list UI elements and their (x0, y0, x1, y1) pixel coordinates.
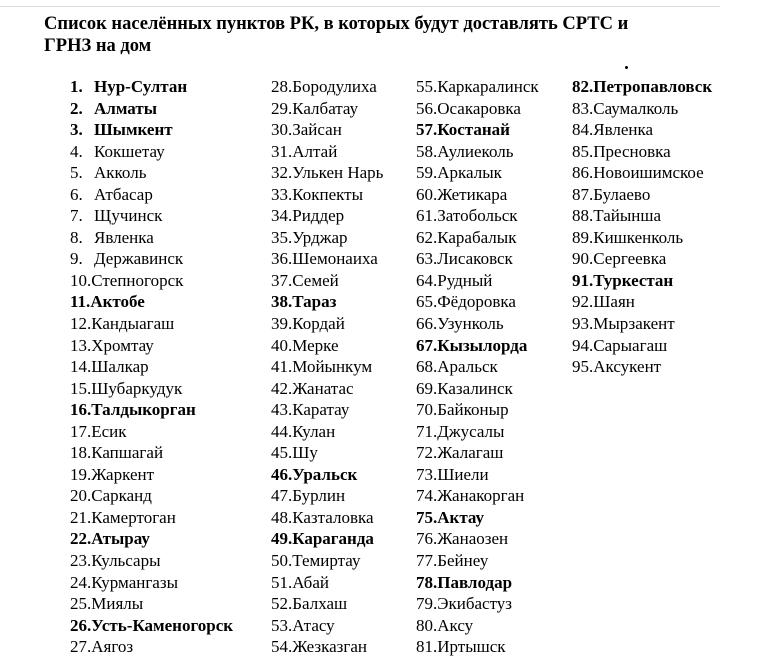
settlement-number: 72. (416, 443, 438, 463)
settlement-number: 41. (271, 357, 293, 377)
settlement-number: 81. (416, 637, 438, 657)
settlement-name: Акколь (94, 163, 147, 183)
settlement-number: 71. (416, 421, 438, 441)
settlement-name: Шубаркудук (91, 378, 183, 398)
settlement-list-item (271, 76, 383, 98)
settlement-number: 88. (572, 206, 594, 226)
settlement-list-item (271, 485, 383, 507)
settlement-list-item (416, 184, 539, 206)
settlement-list-item (271, 572, 383, 594)
settlement-number: 5. (70, 163, 83, 183)
settlement-list-item (572, 119, 712, 141)
settlement-name: Казалинск (437, 378, 513, 398)
settlement-name: Новоишимское (593, 163, 704, 183)
settlement-number: 62. (416, 227, 438, 247)
settlement-name: Аулиеколь (437, 141, 514, 161)
settlement-name: Кокшетау (94, 141, 165, 161)
settlement-name: Рудный (437, 270, 493, 290)
settlement-number: 50. (271, 551, 293, 571)
settlement-name: Талдыкорган (91, 400, 196, 420)
settlement-list-item (271, 335, 383, 357)
settlement-name: Жалагаш (437, 443, 504, 463)
settlement-number: 24. (70, 572, 92, 592)
settlement-name: Иртышск (437, 637, 506, 657)
settlement-name: Державинск (94, 249, 184, 269)
document-title (44, 13, 684, 57)
settlement-list-item (416, 98, 539, 120)
settlement-number: 25. (70, 594, 92, 614)
settlement-number: 14. (70, 357, 92, 377)
settlement-number: 45. (271, 443, 293, 463)
settlement-name: Костанай (437, 120, 510, 140)
settlement-name: Атырау (91, 529, 150, 549)
settlement-number: 28. (271, 77, 293, 96)
settlement-number: 3. (70, 120, 83, 140)
settlement-number: 84. (572, 120, 594, 140)
settlement-number: 15. (70, 378, 92, 398)
settlement-name: Шымкент (94, 120, 173, 140)
settlement-name: Затобольск (437, 206, 518, 226)
settlement-list-item (70, 270, 233, 292)
settlement-list-item (70, 378, 233, 400)
settlement-name: Казталовка (292, 507, 374, 527)
settlement-list-item (416, 528, 539, 550)
settlement-name: Зайсан (292, 120, 342, 140)
settlement-name: Аксукент (593, 357, 662, 377)
settlement-list-item (416, 141, 539, 163)
settlement-number: 31. (271, 141, 293, 161)
settlement-list-item (271, 119, 383, 141)
settlement-list-item (416, 270, 539, 292)
settlement-name: Камертоган (91, 507, 176, 527)
settlement-name: Явленка (94, 227, 154, 247)
settlement-list-item (572, 313, 712, 335)
settlement-number: 61. (416, 206, 438, 226)
settlement-number: 21. (70, 507, 92, 527)
settlement-number: 29. (271, 98, 293, 118)
settlement-number: 54. (271, 637, 293, 657)
settlement-name: Урджар (292, 227, 348, 247)
settlement-list-item (271, 356, 383, 378)
settlement-number: 89. (572, 227, 594, 247)
settlement-list-item (416, 464, 539, 486)
settlement-list-item (70, 248, 233, 270)
settlement-list-item (572, 76, 712, 98)
settlement-list-item (271, 550, 383, 572)
settlement-number: 8. (70, 227, 83, 247)
settlement-number: 86. (572, 163, 594, 183)
settlement-name: Шаян (593, 292, 635, 312)
settlement-list-item (70, 227, 233, 249)
settlement-number: 42. (271, 378, 293, 398)
settlement-number: 68. (416, 357, 438, 377)
settlement-number: 22. (70, 529, 92, 549)
settlement-number: 73. (416, 464, 438, 484)
settlement-list-item (271, 313, 383, 335)
settlement-name: Аксу (437, 615, 474, 635)
settlement-list-item (416, 615, 539, 637)
settlement-name: Жанатас (292, 378, 354, 398)
settlement-number: 6. (70, 184, 83, 204)
settlement-name: Тараз (292, 292, 337, 312)
settlement-number: 65. (416, 292, 438, 312)
settlement-number: 16. (70, 400, 92, 420)
settlement-list-item (271, 141, 383, 163)
settlement-name: Кульсары (91, 551, 161, 571)
settlement-name: Кокпекты (292, 184, 364, 204)
settlement-name: Темиртау (292, 551, 361, 571)
settlement-name: Шалкар (91, 357, 149, 377)
settlement-list-item (70, 615, 233, 637)
settlement-number: 53. (271, 615, 293, 635)
title-line-2: ГРНЗ на дом (44, 36, 152, 56)
settlement-name: Каркаралинск (437, 77, 539, 96)
settlement-list-item (572, 98, 712, 120)
settlement-name: Аральск (437, 357, 498, 377)
settlement-list-item (70, 572, 233, 594)
settlement-number: 18. (70, 443, 92, 463)
settlement-number: 44. (271, 421, 293, 441)
settlement-name: Щучинск (94, 206, 163, 226)
settlement-number: 82. (572, 77, 594, 96)
settlement-name: Туркестан (593, 270, 674, 290)
settlement-number: 9. (70, 249, 83, 269)
settlement-name: Пресновка (593, 141, 671, 161)
settlement-list-item (416, 442, 539, 464)
settlement-name: Бурлин (292, 486, 346, 506)
settlement-name: Караганда (292, 529, 374, 549)
settlement-number: 58. (416, 141, 438, 161)
settlement-name: Усть-Каменогорск (91, 615, 234, 635)
settlement-name: Капшагай (91, 443, 164, 463)
settlement-list-item (70, 76, 233, 98)
settlement-number: 63. (416, 249, 438, 269)
settlement-list-item (572, 335, 712, 357)
settlement-number: 19. (70, 464, 92, 484)
settlement-number: 13. (70, 335, 92, 355)
settlement-list-item (271, 507, 383, 529)
settlement-number: 43. (271, 400, 293, 420)
settlements-column-2 (271, 76, 383, 658)
settlement-list-item (416, 572, 539, 594)
settlement-list-item (416, 378, 539, 400)
settlement-list-item (271, 270, 383, 292)
settlement-number: 55. (416, 77, 438, 96)
settlement-number: 10. (70, 270, 92, 290)
settlement-name: Актау (437, 507, 485, 527)
settlements-column-3 (416, 76, 539, 658)
settlement-list-item (271, 593, 383, 615)
settlement-list-item (572, 205, 712, 227)
settlement-name: Бородулиха (292, 77, 377, 96)
settlement-name: Бейнеу (437, 551, 489, 571)
settlement-list-item (271, 248, 383, 270)
settlement-name: Кордай (292, 314, 345, 334)
settlement-number: 60. (416, 184, 438, 204)
settlement-name: Шиели (437, 464, 489, 484)
settlement-name: Мырзакент (593, 314, 675, 334)
settlement-name: Аркалык (437, 163, 502, 183)
settlement-list-item (416, 550, 539, 572)
settlement-list-item (70, 184, 233, 206)
settlement-name: Жаркент (91, 464, 155, 484)
settlement-number: 39. (271, 314, 293, 334)
settlement-list-item (416, 291, 539, 313)
settlement-number: 83. (572, 98, 594, 118)
settlement-name: Степногорск (91, 270, 184, 290)
settlement-list-item (70, 313, 233, 335)
settlement-list-item (271, 636, 383, 658)
settlement-number: 48. (271, 507, 293, 527)
settlement-list-item (271, 464, 383, 486)
settlement-number: 85. (572, 141, 594, 161)
settlement-name: Абай (292, 572, 329, 592)
settlement-name: Жанакорган (437, 486, 525, 506)
settlement-name: Атасу (292, 615, 335, 635)
settlement-name: Лисаковск (437, 249, 513, 269)
settlement-name: Аягоз (91, 637, 134, 657)
settlement-list-item (70, 162, 233, 184)
settlement-number: 64. (416, 270, 438, 290)
settlement-list-item (416, 485, 539, 507)
settlement-list-item (416, 335, 539, 357)
settlement-list-item (271, 227, 383, 249)
settlement-name: Саумалколь (593, 98, 679, 118)
settlement-number: 75. (416, 507, 438, 527)
settlement-number: 23. (70, 551, 92, 571)
settlement-list-item (70, 528, 233, 550)
settlement-number: 17. (70, 421, 92, 441)
settlement-name: Миялы (91, 594, 144, 614)
settlement-list-item (70, 550, 233, 572)
settlement-list-item (70, 442, 233, 464)
settlement-number: 93. (572, 314, 594, 334)
settlement-list-item (70, 421, 233, 443)
settlement-list-item (271, 399, 383, 421)
settlement-list-item (416, 205, 539, 227)
settlement-number: 91. (572, 270, 594, 290)
settlement-list-item (416, 248, 539, 270)
settlement-list-item (572, 248, 712, 270)
settlement-name: Мерке (292, 335, 339, 355)
settlement-number: 7. (70, 206, 83, 226)
settlement-name: Кулан (292, 421, 336, 441)
settlement-name: Есик (91, 421, 127, 441)
settlements-column-1 (70, 76, 233, 658)
settlement-list-item (70, 98, 233, 120)
settlement-list-item (271, 615, 383, 637)
settlement-name: Курмангазы (91, 572, 178, 592)
settlement-list-item (271, 421, 383, 443)
settlement-name: Жезказган (292, 637, 367, 657)
settlement-name: Актобе (90, 292, 145, 312)
settlement-list-item (70, 464, 233, 486)
settlement-number: 92. (572, 292, 594, 312)
settlement-number: 80. (416, 615, 438, 635)
settlement-name: Кызылорда (437, 335, 528, 355)
settlement-name: Балхаш (292, 594, 348, 614)
settlement-number: 40. (271, 335, 293, 355)
settlement-name: Сарканд (91, 486, 152, 506)
settlement-list-item (271, 528, 383, 550)
settlement-name: Байконыр (437, 400, 509, 420)
settlement-number: 69. (416, 378, 438, 398)
settlement-name: Улькен Нарь (292, 163, 384, 183)
settlement-list-item (70, 356, 233, 378)
settlement-list-item (70, 291, 233, 313)
settlement-list-item (271, 98, 383, 120)
settlement-name: Атбасар (94, 184, 153, 204)
settlement-number: 59. (416, 163, 438, 183)
settlement-number: 36. (271, 249, 293, 269)
settlement-list-item (572, 141, 712, 163)
settlement-number: 70. (416, 400, 438, 420)
settlement-name: Алматы (94, 98, 157, 118)
settlement-list-item (271, 442, 383, 464)
settlement-name: Каратау (292, 400, 350, 420)
settlement-number: 78. (416, 572, 438, 592)
settlement-name: Уральск (292, 464, 358, 484)
settlement-name: Павлодар (437, 572, 513, 592)
settlement-name: Шемонаиха (292, 249, 378, 269)
settlement-list-item (70, 507, 233, 529)
settlement-list-item (572, 356, 712, 378)
settlement-name: Нур-Султан (94, 77, 188, 96)
settlement-number: 56. (416, 98, 438, 118)
settlement-number: 76. (416, 529, 438, 549)
settlement-name: Мойынкум (292, 357, 373, 377)
settlement-list-item (271, 378, 383, 400)
settlement-number: 67. (416, 335, 438, 355)
settlement-name: Джусалы (437, 421, 505, 441)
settlement-number: 4. (70, 141, 83, 161)
settlement-list-item (271, 291, 383, 313)
settlement-list-item (416, 76, 539, 98)
settlement-name: Семей (292, 270, 339, 290)
settlement-list-item (416, 356, 539, 378)
settlement-name: Сергеевка (593, 249, 667, 269)
settlement-name: Риддер (292, 206, 345, 226)
settlement-list-item (70, 399, 233, 421)
settlement-list-item (416, 421, 539, 443)
settlement-number: 33. (271, 184, 293, 204)
settlement-number: 52. (271, 594, 293, 614)
settlement-number: 12. (70, 314, 92, 334)
settlement-name: Алтай (292, 141, 338, 161)
title-line-1: Список населённых пунктов РК, в которых будут доставлять СРТС и (44, 14, 629, 34)
settlement-list-item (70, 636, 233, 658)
settlement-name: Жанаозен (437, 529, 509, 549)
page-top-divider (0, 6, 720, 7)
settlement-number: 38. (271, 292, 293, 312)
settlement-number: 34. (271, 206, 293, 226)
settlement-list-item (416, 593, 539, 615)
settlement-number: 74. (416, 486, 438, 506)
settlement-name: Узунколь (437, 314, 504, 334)
settlement-list-item (70, 141, 233, 163)
settlement-number: 77. (416, 551, 438, 571)
settlement-number: 2. (70, 98, 83, 118)
settlement-list-item (271, 162, 383, 184)
settlement-list-item (70, 205, 233, 227)
settlement-number: 95. (572, 357, 594, 377)
settlement-number: 57. (416, 120, 438, 140)
settlement-name: Шу (292, 443, 318, 463)
settlement-list-item (271, 205, 383, 227)
settlement-name: Фёдоровка (437, 292, 516, 312)
settlement-list-item (416, 313, 539, 335)
settlement-list-item (572, 162, 712, 184)
settlement-name: Хромтау (91, 335, 154, 355)
settlement-number: 90. (572, 249, 594, 269)
settlement-number: 26. (70, 615, 92, 635)
settlement-number: 37. (271, 270, 293, 290)
settlement-name: Карабалык (437, 227, 517, 247)
settlement-number: 32. (271, 163, 293, 183)
settlement-number: 79. (416, 594, 438, 614)
settlement-name: Явленка (593, 120, 654, 140)
settlement-list-item (70, 335, 233, 357)
settlement-number: 1. (70, 77, 83, 96)
settlement-name: Булаево (593, 184, 651, 204)
settlement-list-item (572, 184, 712, 206)
stray-dot-mark (625, 66, 628, 69)
settlement-list-item (572, 227, 712, 249)
settlement-number: 46. (271, 464, 293, 484)
settlement-name: Тайынша (593, 206, 662, 226)
settlement-name: Кишкенколь (593, 227, 684, 247)
settlements-column-4 (572, 76, 712, 378)
settlement-number: 30. (271, 120, 293, 140)
settlement-name: Сарыагаш (593, 335, 668, 355)
settlement-list-item (416, 636, 539, 658)
settlement-list-item (416, 162, 539, 184)
settlement-number: 35. (271, 227, 293, 247)
settlement-list-item (70, 485, 233, 507)
settlement-name: Кандыагаш (91, 314, 175, 334)
settlement-list-item (416, 227, 539, 249)
settlement-list-item (271, 184, 383, 206)
settlement-number: 51. (271, 572, 293, 592)
settlement-number: 49. (271, 529, 293, 549)
settlement-number: 27. (70, 637, 92, 657)
settlement-name: Осакаровка (437, 98, 521, 118)
settlement-list-item (416, 507, 539, 529)
settlement-number: 20. (70, 486, 92, 506)
settlement-name: Калбатау (292, 98, 359, 118)
settlement-list-item (416, 399, 539, 421)
settlement-name: Экибастуз (437, 594, 512, 614)
settlement-list-item (572, 291, 712, 313)
settlement-name: Петропавловск (593, 77, 713, 96)
settlement-list-item (70, 119, 233, 141)
settlement-number: 87. (572, 184, 594, 204)
settlement-name: Жетикара (437, 184, 508, 204)
settlement-number: 47. (271, 486, 293, 506)
settlement-number: 11. (70, 292, 91, 312)
settlement-list-item (70, 593, 233, 615)
settlement-number: 94. (572, 335, 594, 355)
settlement-number: 66. (416, 314, 438, 334)
settlement-list-item (416, 119, 539, 141)
settlement-list-item (572, 270, 712, 292)
